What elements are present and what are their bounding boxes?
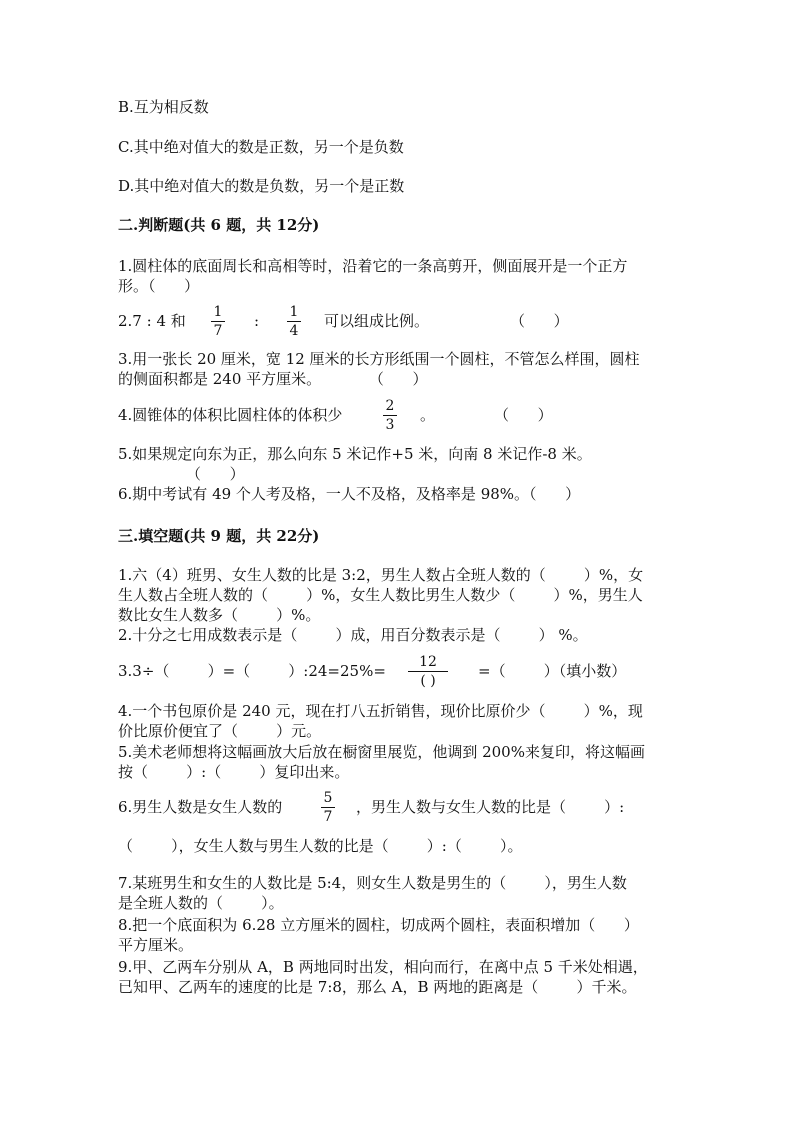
fill-q4-line2: 价比原价便宜了（ ）元。 <box>118 722 322 740</box>
fill-q3-prefix: 3.3÷（ ）=（ ）:24=25%= <box>118 662 386 680</box>
fraction-numerator: 12 <box>419 654 437 670</box>
judge-q2-fraction-2 <box>284 304 304 339</box>
fill-q3-suffix: =（ ）（填小数） <box>478 662 627 680</box>
section2-heading: 二.判断题(共 6 题，共 12分) <box>118 216 320 234</box>
section3-heading: 三.填空题(共 9 题，共 22分) <box>118 527 320 545</box>
fraction-bar <box>383 415 397 416</box>
fill-q3-fraction <box>402 654 454 689</box>
fill-q1-line1: 1.六（4）班男、女生人数的比是 3:2，男生人数占全班人数的（ ）%，女 <box>118 566 644 584</box>
judge-q5-answer-blank[interactable]: （ ） <box>186 465 245 483</box>
fill-q9-line2: 已知甲、乙两车的速度的比是 7:8，那么 A，B 两地的距离是（ ）千米。 <box>118 978 637 996</box>
fill-q6-fraction <box>318 790 338 825</box>
fraction-bar <box>211 321 225 322</box>
fill-q9-line1: 9.甲、乙两车分别从 A，B 两地同时出发，相向而行，在离中点 5 千米处相遇， <box>118 958 648 976</box>
option-c: C.其中绝对值大的数是正数，另一个是负数 <box>118 138 404 156</box>
judge-q4-answer-blank[interactable]: （ ） <box>494 406 553 424</box>
fill-q4-line1: 4.一个书包原价是 240 元，现在打八五折销售，现价比原价少（ ）%，现 <box>118 702 643 720</box>
judge-q4-suffix: 。 <box>420 406 436 424</box>
fill-q8-line1: 8.把一个底面积为 6.28 立方厘米的圆柱，切成两个圆柱，表面积增加（ ） <box>118 916 639 934</box>
fraction-denominator: 7 <box>213 323 223 339</box>
fill-q7-line1: 7.某班男生和女生的人数比是 5:4，则女生人数是男生的（ ），男生人数 <box>118 874 627 892</box>
judge-q3-line1: 3.用一张长 20 厘米，宽 12 厘米的长方形纸围一个圆柱，不管怎么样围，圆柱 <box>118 350 640 368</box>
option-b: B.互为相反数 <box>118 98 209 116</box>
fill-q5-line2: 按（ ）:（ ）复印出来。 <box>118 763 350 781</box>
fraction-denominator: 7 <box>323 809 333 825</box>
fraction-denominator[interactable]: ( ) <box>420 673 436 689</box>
option-d: D.其中绝对值大的数是负数，另一个是正数 <box>118 177 405 195</box>
fraction-bar <box>408 671 448 672</box>
judge-q5-line1: 5.如果规定向东为正，那么向东 5 米记作+5 米，向南 8 米记作-8 米。 <box>118 445 592 463</box>
judge-q2-colon: : <box>254 312 260 330</box>
judge-q3-line2: 的侧面积都是 240 平方厘米。 （ ） <box>118 370 428 388</box>
judge-q2-fraction-1 <box>208 304 228 339</box>
judge-q1-line1: 1.圆柱体的底面周长和高相等时，沿着它的一条高剪开，侧面展开是一个正方 <box>118 257 628 275</box>
judge-q1-line2: 形。（ ） <box>118 277 200 295</box>
judge-q2-suffix: 可以组成比例。 <box>324 312 430 330</box>
fraction-denominator: 4 <box>289 323 299 339</box>
judge-q6: 6.期中考试有 49 个人考及格，一人不及格，及格率是 98%。（ ） <box>118 485 581 503</box>
fraction-numerator: 5 <box>323 790 333 806</box>
fill-q6-suffix: ，男生人数与女生人数的比是（ ）: <box>356 798 625 816</box>
fill-q8-line2: 平方厘米。 <box>118 936 194 954</box>
judge-q2-prefix: 2.7 : 4 和 <box>118 312 186 330</box>
fraction-numerator: 2 <box>385 398 395 414</box>
fraction-denominator: 3 <box>385 417 395 433</box>
fill-q6-line2: （ ），女生人数与男生人数的比是（ ）:（ ）。 <box>118 837 523 855</box>
fill-q6-prefix: 6.男生人数是女生人数的 <box>118 798 283 816</box>
fraction-bar <box>287 321 301 322</box>
fill-q7-line2: 是全班人数的（ ）。 <box>118 894 284 912</box>
fill-q1-line2: 生人数占全班人数的（ ）%，女生人数比男生人数少（ ）%，男生人 <box>118 586 643 604</box>
fraction-numerator: 1 <box>213 304 223 320</box>
judge-q2-answer-blank[interactable]: （ ） <box>510 312 569 330</box>
fill-q1-line3: 数比女生人数多（ ）%。 <box>118 606 321 624</box>
judge-q4-fraction <box>380 398 400 433</box>
fill-q5-line1: 5.美术老师想将这幅画放大后放在橱窗里展览，他调到 200%来复印，将这幅画 <box>118 743 645 761</box>
fraction-numerator: 1 <box>289 304 299 320</box>
fraction-bar <box>321 807 335 808</box>
fill-q2: 2.十分之七用成数表示是（ ）成，用百分数表示是（ ） %。 <box>118 626 588 644</box>
judge-q4-prefix: 4.圆锥体的体积比圆柱体的体积少 <box>118 406 343 424</box>
